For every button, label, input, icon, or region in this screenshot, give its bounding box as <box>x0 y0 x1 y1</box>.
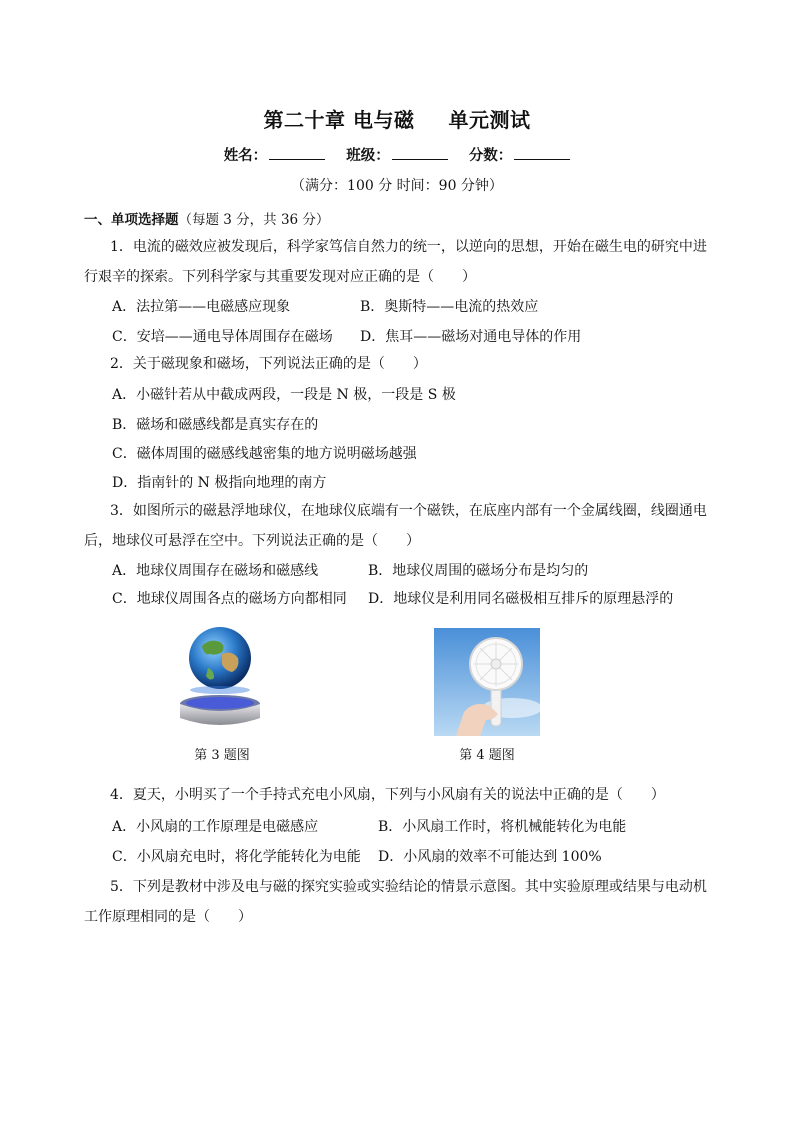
class-blank[interactable] <box>392 147 448 160</box>
section-note: （每题 3 分，共 36 分） <box>178 212 330 228</box>
question-stem: 3．如图所示的磁悬浮地球仪，在地球仪底端有一个磁铁，在底座内部有一个金属线圈，线圈通电后，地球仪可悬浮在空中。下列说法正确的是（ ） <box>84 503 707 549</box>
score-blank[interactable] <box>514 147 570 160</box>
name-field[interactable] <box>224 144 326 165</box>
option-c[interactable]: C．地球仪周围各点的磁场方向都相同 <box>112 591 347 607</box>
section-title: 一、单项选择题 <box>84 212 179 228</box>
figure-3 <box>172 624 272 763</box>
student-info-line <box>0 144 794 165</box>
figure-4 <box>434 628 540 763</box>
option-a[interactable]: A．小磁针若从中截成两段，一段是 N 极，一段是 S 极 <box>112 387 456 403</box>
question-stem: 5．下列是教材中涉及电与磁的探究实验或实验结论的情景示意图。其中实验原理或结果与电动机工作原理相同的是（ ） <box>84 879 707 925</box>
handheld-fan-icon <box>434 628 540 736</box>
question-stem: 1．电流的磁效应被发现后，科学家笃信自然力的统一，以逆向的思想，开始在磁生电的研究中进行艰辛的探索。下列科学家与其重要发现对应正确的是（ ） <box>84 239 707 285</box>
name-blank[interactable] <box>269 147 325 160</box>
question-stem: 4．夏天，小明买了一个手持式充电小风扇，下列与小风扇有关的说法中正确的是（ ） <box>110 787 665 803</box>
class-label: 班级： <box>346 148 390 164</box>
question-5 <box>84 873 710 932</box>
title-test: 单元测试 <box>448 108 531 132</box>
option-b[interactable]: B．小风扇工作时，将机械能转化为电能 <box>378 819 627 835</box>
option-b[interactable]: B．奥斯特——电流的热效应 <box>360 299 539 315</box>
option-c[interactable]: C．磁体周围的磁感线越密集的地方说明磁场越强 <box>112 446 417 462</box>
option-c[interactable]: C．小风扇充电时，将化学能转化为电能 <box>112 849 361 865</box>
figure-3-caption: 第 3 题图 <box>194 748 250 763</box>
name-label: 姓名： <box>223 148 268 164</box>
question-3 <box>84 497 710 556</box>
score-label: 分数： <box>468 148 513 164</box>
option-a[interactable]: A．地球仪周围存在磁场和磁感线 <box>112 563 319 579</box>
option-d[interactable]: D．焦耳——磁场对通电导体的作用 <box>360 329 582 345</box>
page-title <box>0 104 794 133</box>
class-field[interactable] <box>346 144 448 165</box>
option-d[interactable]: D．指南针的 N 极指向地理的南方 <box>112 475 327 491</box>
section-heading <box>84 208 329 228</box>
option-b[interactable]: B．地球仪周围的磁场分布是均匀的 <box>368 563 589 579</box>
question-stem: 2．关于磁现象和磁场，下列说法正确的是（ ） <box>110 356 427 372</box>
option-d[interactable]: D．地球仪是利用同名磁极相互排斥的原理悬浮的 <box>368 591 674 607</box>
option-a[interactable]: A．小风扇的工作原理是电磁感应 <box>112 819 319 835</box>
figure-4-caption: 第 4 题图 <box>459 748 515 763</box>
question-4 <box>84 781 710 811</box>
title-chapter: 第二十章 电与磁 <box>263 108 415 132</box>
question-2 <box>84 350 710 380</box>
option-c[interactable]: C．安培——通电导体周围存在磁场 <box>112 329 333 345</box>
option-a[interactable]: A．法拉第——电磁感应现象 <box>112 299 291 315</box>
score-field[interactable] <box>469 144 571 165</box>
levitating-globe-icon <box>172 624 272 736</box>
option-d[interactable]: D．小风扇的效率不可能达到 100% <box>378 849 602 865</box>
question-1 <box>84 233 710 292</box>
option-b[interactable]: B．磁场和磁感线都是真实存在的 <box>112 417 319 433</box>
exam-meta: （满分：100 分 时间：90 分钟） <box>291 178 503 194</box>
